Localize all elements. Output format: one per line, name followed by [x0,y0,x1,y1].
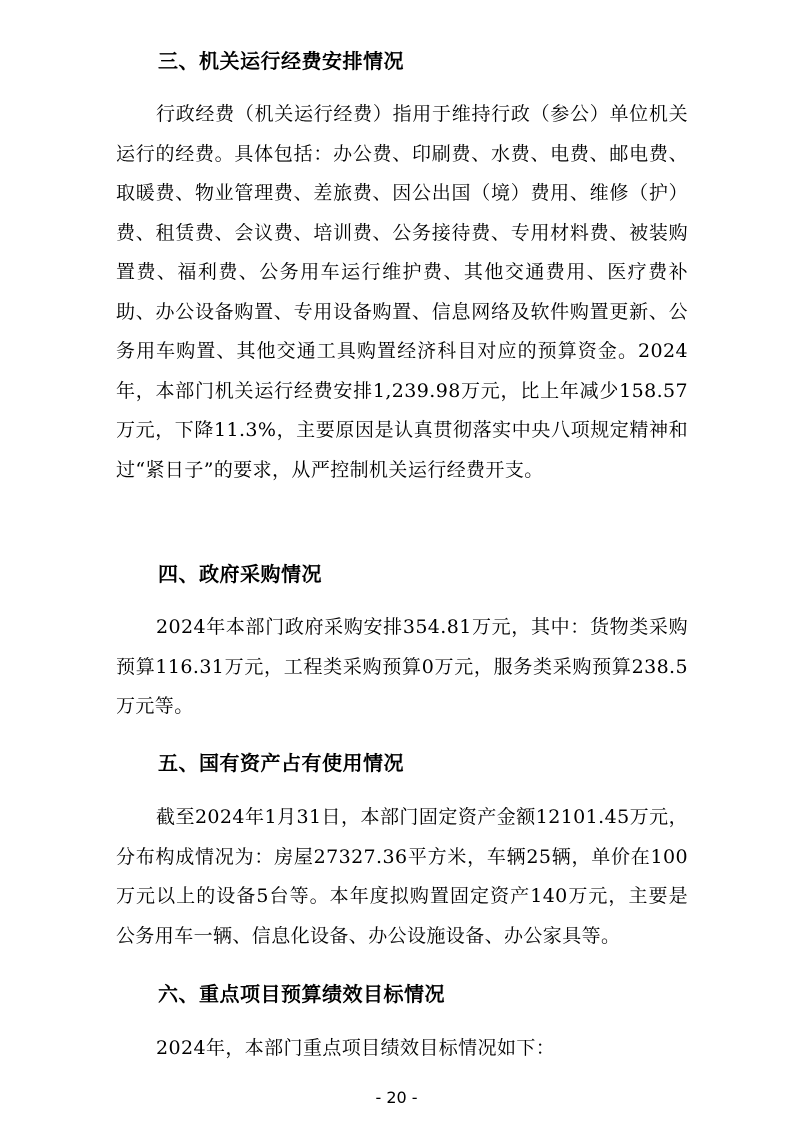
section-heading-government-procurement: 四、政府采购情况 [158,562,322,586]
section-heading-key-project-performance: 六、重点项目预算绩效目标情况 [158,982,445,1006]
section-paragraph-government-procurement: 2024年本部门政府采购安排354.81万元，其中：货物类采购预算116.31万元，工程类采购预算0万元，服务类采购预算238.5万元等。 [116,616,688,717]
section-paragraph-office-operating-funds: 行政经费（机关运行经费）指用于维持行政（参公）单位机关运行的经费。具体包括：办公费、印刷费、水费、电费、邮电费、取暖费、物业管理费、差旅费、因公出国（境）费用、维修（护）费、租赁费、会议费、培训费、公务接待费、专用材料费、被装购置费、福利费、公务用车运行维护费、其他交通费用、医疗费补助、办公设备购置、专用设备购置、信息网络及软件购置更新、公务用车购置、其他交通工具购置经济科目对应的预算资金。2024年，本部门机关运行经费安排1,239.98万元，比上年减少158.57万元，下降11.3%，主要原因是认真贯彻落实中央八项规定精神和过“紧日子”的要求，从严控制机关运行经费开支。 [116,103,688,481]
page-number: - 20 - [375,1088,418,1107]
section-heading-state-assets: 五、国有资产占有使用情况 [158,751,404,775]
section-heading-office-operating-funds: 三、机关运行经费安排情况 [158,49,404,73]
section-paragraph-key-project-performance: 2024年，本部门重点项目绩效目标情况如下： [156,1037,556,1059]
section-paragraph-state-assets: 截至2024年1月31日，本部门固定资产金额12101.45万元，分布构成情况为：房屋27327.36平方米，车辆25辆，单价在100万元以上的设备5台等。本年度拟购置固定资产140万元，主要是公务用车一辆、信息化设备、办公设施设备、办公家具等。 [116,806,688,947]
